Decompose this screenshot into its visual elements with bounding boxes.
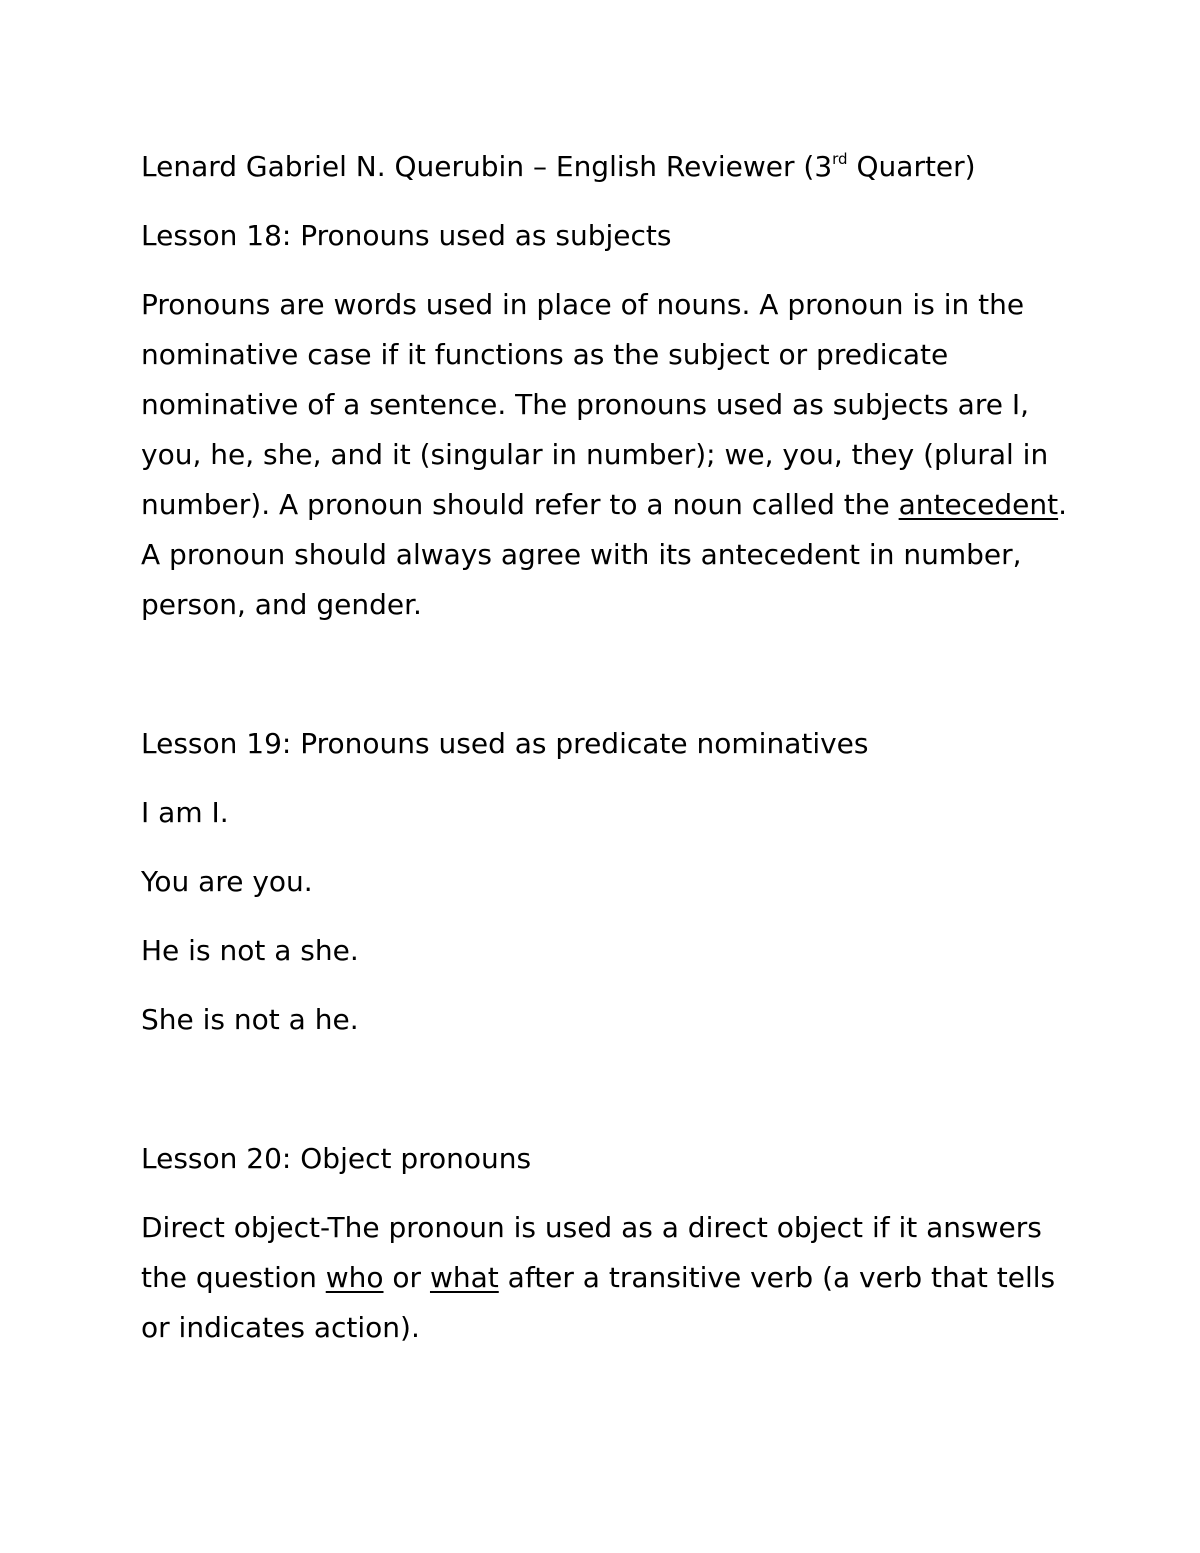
lesson-18-text-part2: . A pronoun should always agree with its antecedent in number, person, and gender.	[141, 488, 1067, 621]
lesson-19-heading: Lesson 19: Pronouns used as predicate nominatives	[141, 727, 869, 760]
document-title	[141, 142, 1071, 192]
lesson-20-text-mid: or	[383, 1261, 430, 1294]
section-spacer	[141, 1064, 1071, 1134]
lesson-18-text-part1: Pronouns are words used in place of nouns. A pronoun is in the nominative case if it functions as the subject or predicate nominative of a sentence. The pronouns used as subjects are I, you, he, she, and it (singular in number); we, you, they (plural in number). A pronoun should refer to a noun called the	[141, 288, 1049, 521]
lesson-20-text-part1: Direct object-The pronoun is used as a direct object if it answers the question	[141, 1211, 1042, 1294]
title-end: Quarter)	[847, 150, 976, 183]
example-line: He is not a she.	[141, 934, 359, 967]
title-main: Lenard Gabriel N. Querubin – English Reviewer (3	[141, 150, 833, 183]
document-content	[141, 142, 1071, 1372]
lesson-18-paragraph	[141, 280, 1071, 630]
who-underlined: who	[325, 1261, 384, 1294]
lesson-20-heading: Lesson 20: Object pronouns	[141, 1142, 532, 1175]
lesson-20-text-part2: after a transitive verb (a verb that tells or indicates action).	[141, 1261, 1056, 1344]
lesson-20-paragraph	[141, 1203, 1071, 1353]
section-spacer	[141, 649, 1071, 719]
lesson-18-heading: Lesson 18: Pronouns used as subjects	[141, 219, 672, 252]
antecedent-underlined: antecedent	[898, 488, 1059, 521]
title-superscript: rd	[832, 149, 848, 168]
what-underlined: what	[429, 1261, 499, 1294]
example-line: You are you.	[141, 865, 313, 898]
example-line: She is not a he.	[141, 1003, 359, 1036]
example-line: I am I.	[141, 796, 229, 829]
